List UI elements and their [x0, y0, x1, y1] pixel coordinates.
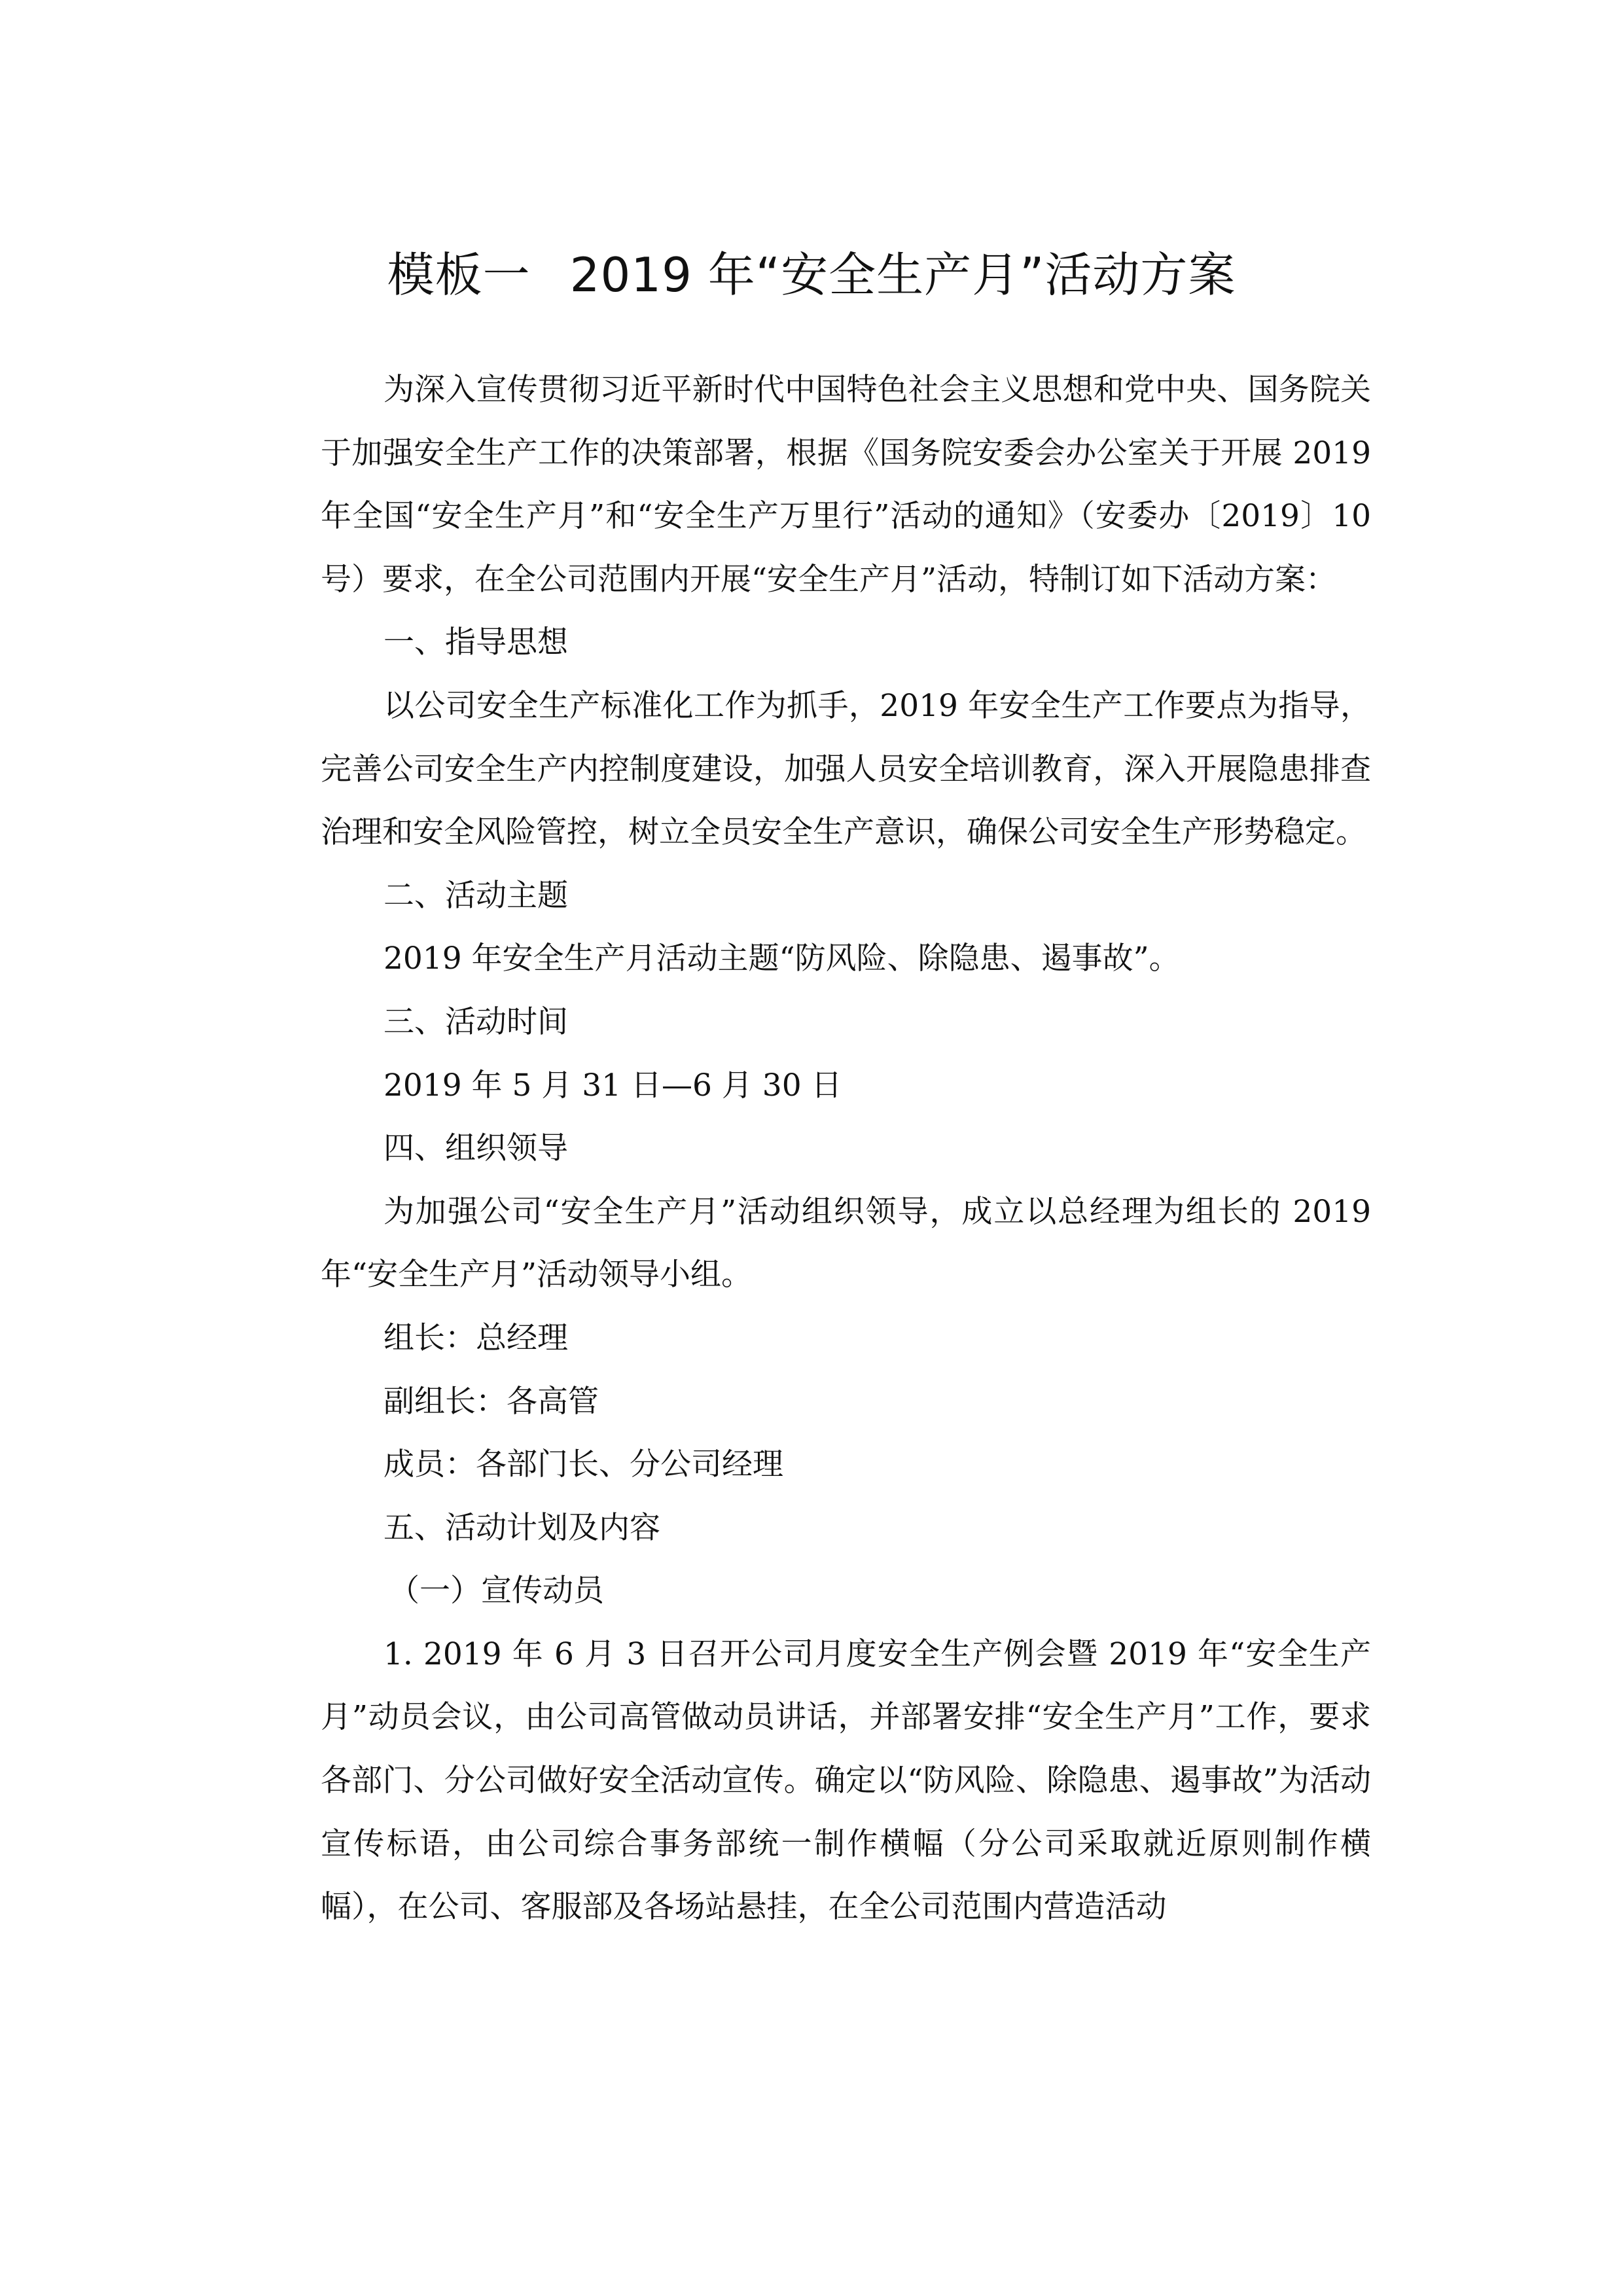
members-line: 成员：各部门长、分公司经理: [383, 1446, 783, 1483]
leader-line: 组长：总经理: [383, 1319, 568, 1356]
leadership-paragraph: 为加强公司“安全生产月”活动组织领导，成立以总经理为组长的 2019 年“安全生产月”活动领导小组。: [321, 1193, 1371, 1293]
title-prefix: 模板一: [387, 247, 531, 302]
section-heading-theme: 二、活动主题: [383, 877, 568, 914]
section-heading-leadership: 四、组织领导: [383, 1130, 568, 1167]
intro-paragraph: 为深入宣传贯彻习近平新时代中国特色社会主义思想和党中央、国务院关于加强安全生产工作的决策部署，根据《国务院安委会办公室关于开展 2019 年全国“安全生产月”和“安全生产万里行”活动的通知》（安委办〔2019〕10 号）要求，在全公司范围内开展“安全生产月”活动，特制订如下活动方案：: [321, 372, 1371, 598]
document-title: [0, 242, 1623, 308]
section-heading-time: 三、活动时间: [383, 1003, 568, 1040]
document-body: [321, 359, 1371, 1939]
time-paragraph: 2019 年 5 月 31 日—6 月 30 日: [383, 1067, 842, 1103]
publicity-item-1: 1. 2019 年 6 月 3 日召开公司月度安全生产例会暨 2019 年“安全生产月”动员会议，由公司高管做动员讲话，并部署安排“安全生产月”工作，要求各部门、分公司做好安全活动宣传。确定以“防风险、除隐患、遏事故”为活动宣传标语，由公司综合事务部统一制作横幅（分公司采取就近原则制作横幅），在公司、客服部及各场站悬挂，在全公司范围内营造活动: [321, 1636, 1371, 1926]
theme-paragraph: 2019 年安全生产月活动主题“防风险、除隐患、遏事故”。: [383, 941, 1180, 977]
guiding-thought-paragraph: 以公司安全生产标准化工作为抓手，2019 年安全生产工作要点为指导，完善公司安全生产内控制度建设，加强人员安全培训教育，深入开展隐患排查治理和安全风险管控，树立全员安全生产意识，确保公司安全生产形势稳定。: [321, 687, 1371, 851]
section-heading-plan: 五、活动计划及内容: [383, 1509, 660, 1546]
subsection-heading-publicity: （一）宣传动员: [389, 1573, 604, 1609]
title-main: 2019 年“安全生产月”活动方案: [569, 247, 1236, 302]
deputy-leader-line: 副组长：各高管: [383, 1383, 599, 1420]
section-heading-guiding-thought: 一、指导思想: [383, 624, 568, 661]
